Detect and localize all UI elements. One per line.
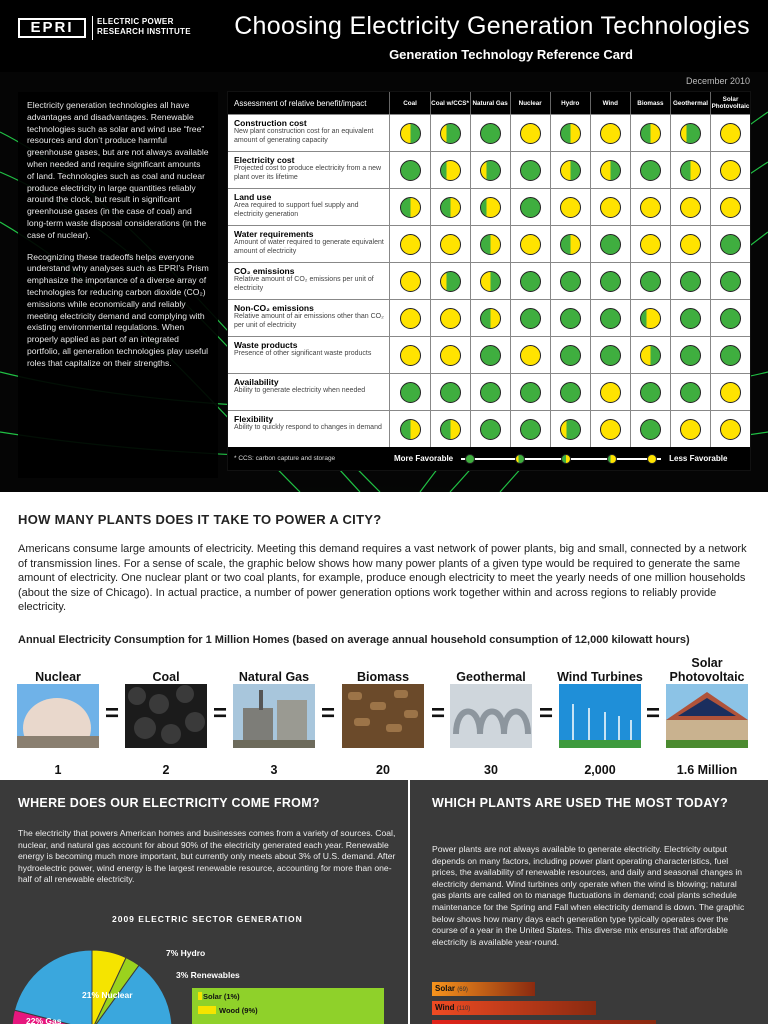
rating-dot — [600, 160, 621, 181]
rating-cell — [670, 337, 710, 373]
org-line-1: ELECTRIC POWER — [97, 17, 174, 26]
rating-cell — [590, 152, 630, 188]
matrix-row — [228, 225, 750, 262]
equals-sign: = — [430, 700, 445, 727]
rating-cell — [590, 189, 630, 225]
row-label — [228, 374, 389, 410]
nuclear-plant-photo — [17, 684, 99, 748]
rating-dot — [640, 234, 661, 255]
usage-bar-days: (110) — [456, 1006, 471, 1012]
rating-dot — [400, 197, 421, 218]
equals-sign: = — [212, 700, 227, 727]
rating-cell — [670, 226, 710, 262]
wind-turbines-photo — [559, 684, 641, 748]
rating-cell — [510, 152, 550, 188]
rating-dot — [440, 271, 461, 292]
rating-cell — [430, 337, 470, 373]
rating-dot — [440, 345, 461, 366]
rating-dot — [680, 160, 701, 181]
less-favorable-label: Less Favorable — [669, 454, 728, 463]
column-biomass: Biomass — [630, 92, 670, 114]
reference-card-banner — [0, 72, 768, 492]
rating-cell — [430, 152, 470, 188]
rating-cell — [710, 300, 750, 336]
rating-cell — [670, 300, 710, 336]
rating-cell — [510, 374, 550, 410]
rating-cell — [510, 189, 550, 225]
row-description: Projected cost to produce electricity from a new plant over its lifetime — [234, 165, 382, 181]
favorability-scale — [461, 453, 661, 465]
equals-sign: = — [320, 700, 335, 727]
rating-dot — [720, 308, 741, 329]
row-label — [228, 152, 389, 188]
rating-dot — [640, 345, 661, 366]
rating-cell — [710, 411, 750, 447]
label-renewables: 3% Renewables — [176, 970, 240, 980]
intro-paragraph-2: Recognizing these tradeoffs helps everyone understand why analyses such as EPRI’s Prism emphasize the importance of a diverse array of technologies for reducing carbon dioxide (CO₂) emissions while economically and reliably meeting electricity demand and complying with existing environmental regulations. When properly applied as part of an integrated portfolio, all generation technologies play useful roles that capitalize on their strengths. — [27, 251, 209, 368]
org-name — [97, 17, 191, 37]
org-line-2: RESEARCH INSTITUTE — [97, 27, 191, 36]
rating-cell — [550, 411, 590, 447]
rating-dot — [640, 271, 661, 292]
rating-cell — [590, 226, 630, 262]
rating-cell — [470, 263, 510, 299]
rating-dot — [600, 419, 621, 440]
rating-dot — [600, 123, 621, 144]
rating-cell — [389, 263, 429, 299]
rating-cell — [590, 115, 630, 151]
rating-dot — [400, 345, 421, 366]
rating-dot — [640, 160, 661, 181]
rating-cell — [389, 115, 429, 151]
row-description: Relative amount of CO₂ emissions per unit of electricity — [234, 276, 374, 292]
rating-dot — [720, 419, 741, 440]
rating-dot — [560, 382, 581, 403]
rating-cell — [389, 300, 429, 336]
rating-cell — [550, 300, 590, 336]
intro-paragraph-1: Electricity generation technologies all have advantages and disadvantages. Renewable technologies such as solar and wind use “free” resources and don’t produce harmful greenhouse gases, but are not always available when needed and require significant amounts of land. Technologies such as coal and nuclear produce electricity in large quantities reliably around the clock, but result in significant greenhouse gases (in the case of coal) and long-term waste disposal considerations (in the case of nuclear). — [27, 100, 209, 240]
row-title: CO₂ emissions — [234, 266, 295, 276]
rating-dot — [680, 234, 701, 255]
row-title: Flexibility — [234, 414, 274, 424]
more-favorable-label: More Favorable — [394, 454, 454, 463]
source-paragraph: The electricity that powers American homes and businesses comes from a variety of sources. Coal, nuclear, and natural gas account for about 90% of the electricity generated each year. Renewable energy is becoming much more important, but currently only meets about 3% of U.S. demand. After hydroelectric power, wind energy is the largest renewable resource, accounting for more than one-half of all renewable electricity. — [18, 828, 396, 885]
rating-dot — [640, 419, 661, 440]
rating-cell — [430, 300, 470, 336]
plant-count: 20 — [376, 763, 390, 777]
rating-cell — [510, 300, 550, 336]
matrix-row — [228, 373, 750, 410]
rating-dot — [440, 382, 461, 403]
plant-solar-pv — [664, 656, 750, 777]
plant-natural-gas — [231, 660, 317, 777]
rating-dot — [520, 271, 541, 292]
matrix-rows — [228, 114, 750, 447]
rating-cell — [590, 263, 630, 299]
rating-dot — [520, 345, 541, 366]
row-title: Non-CO₂ emissions — [234, 303, 314, 313]
rating-dot — [400, 234, 421, 255]
ccs-footnote: * CCS: carbon capture and storage — [234, 455, 336, 462]
row-description: New plant construction cost for an equivalent amount of generating capacity — [234, 128, 374, 144]
rating-cell — [670, 115, 710, 151]
rating-dot — [480, 197, 501, 218]
rating-cell — [550, 115, 590, 151]
matrix-header-label: Assessment of relative benefit/impact — [234, 99, 367, 108]
rating-dot — [720, 345, 741, 366]
generation-chart-title: 2009 ELECTRIC SECTOR GENERATION — [112, 914, 303, 924]
page-subtitle: Generation Technology Reference Card — [389, 47, 633, 62]
row-label — [228, 115, 389, 151]
rating-dot — [720, 197, 741, 218]
logo-separator — [92, 16, 93, 40]
rating-dot — [640, 382, 661, 403]
plant-coal — [123, 660, 209, 777]
rating-dot — [520, 234, 541, 255]
natural-gas-plant-photo — [233, 684, 315, 748]
usage-bar — [432, 1001, 596, 1015]
rating-cell — [630, 189, 670, 225]
rating-cell — [470, 189, 510, 225]
rating-cell — [630, 152, 670, 188]
plant-geothermal — [448, 660, 534, 777]
rating-cell — [470, 115, 510, 151]
publication-date: December 2010 — [685, 76, 750, 86]
rating-dot — [680, 271, 701, 292]
rating-cell — [510, 115, 550, 151]
column-solar-pv: Solar Photovoltaic — [710, 92, 750, 114]
matrix-row — [228, 262, 750, 299]
label-solar: Solar (1%) — [203, 992, 240, 1001]
rating-dot — [720, 123, 741, 144]
plant-count: 30 — [484, 763, 498, 777]
scale-dot-half — [561, 454, 571, 464]
rating-dot — [480, 345, 501, 366]
rating-cell — [510, 411, 550, 447]
rating-dot — [640, 308, 661, 329]
rating-cell — [470, 337, 510, 373]
rating-cell — [630, 226, 670, 262]
rating-dot — [640, 197, 661, 218]
rating-dot — [680, 308, 701, 329]
plant-count: 3 — [270, 763, 278, 777]
rating-cell — [470, 300, 510, 336]
rating-dot — [440, 419, 461, 440]
rating-dot — [480, 382, 501, 403]
column-coal-ccs: Coal w/CCS* — [430, 92, 470, 114]
usage-paragraph: Power plants are not always available to generate electricity. Electricity output depends on many factors, including power plant operating characteristics, fuel prices, the availability of renewable resources, and daily and seasonal changes in electricity demand. Wind turbines only operate when the wind is blowing; natural gas plants are called on to manage fluctuations in demand; coal plants schedule maintenance for the Spring and Fall when electricity demand is down. The graphic below shows how many days each generation type typically operates over the course of a year in the United States. This diverse mix ensures that affordable electricity is available year-round. — [432, 844, 745, 947]
plant-name: Solar Photovoltaic — [669, 656, 745, 684]
plant-name: Coal — [152, 670, 180, 684]
rating-cell — [670, 374, 710, 410]
usage-bar-label: Wind — [435, 1003, 455, 1012]
rating-dot — [600, 197, 621, 218]
row-label — [228, 226, 389, 262]
plant-name: Wind Turbines — [557, 670, 643, 684]
rating-cell — [670, 152, 710, 188]
rating-dot — [520, 382, 541, 403]
matrix-header — [228, 92, 750, 114]
rating-cell — [630, 411, 670, 447]
scale-dot-green — [465, 454, 475, 464]
column-natural-gas: Natural Gas — [470, 92, 510, 114]
plant-count: 2 — [162, 763, 170, 777]
rating-cell — [389, 189, 429, 225]
rating-cell — [710, 115, 750, 151]
rating-dot — [640, 123, 661, 144]
rating-cell — [670, 411, 710, 447]
rating-cell — [710, 226, 750, 262]
row-title: Waste products — [234, 340, 298, 350]
row-description: Ability to quickly respond to changes in demand — [234, 424, 382, 431]
rating-cell — [510, 263, 550, 299]
rating-dot — [480, 234, 501, 255]
matrix-footer — [228, 447, 750, 470]
rating-dot — [600, 271, 621, 292]
rating-dot — [560, 160, 581, 181]
plant-name: Nuclear — [35, 670, 81, 684]
matrix-row — [228, 188, 750, 225]
rating-dot — [440, 197, 461, 218]
intro-text-box — [18, 92, 218, 478]
label-gas: 22% Gas — [26, 1016, 62, 1024]
rating-cell — [630, 337, 670, 373]
rating-cell — [590, 374, 630, 410]
matrix-row — [228, 114, 750, 151]
rating-dot — [520, 419, 541, 440]
scale-dot-mostly-yellow — [607, 454, 617, 464]
rating-dot — [720, 234, 741, 255]
rating-dot — [720, 271, 741, 292]
equals-sign: = — [538, 700, 553, 727]
usage-bar-label: Solar — [435, 984, 456, 993]
rating-cell — [550, 152, 590, 188]
row-title: Construction cost — [234, 118, 307, 128]
rating-dot — [680, 419, 701, 440]
rating-dot — [720, 382, 741, 403]
rating-dot — [600, 382, 621, 403]
rating-dot — [480, 160, 501, 181]
rating-dot — [440, 160, 461, 181]
rating-dot — [400, 271, 421, 292]
row-label — [228, 263, 389, 299]
rating-dot — [400, 382, 421, 403]
rating-dot — [400, 123, 421, 144]
rating-cell — [590, 337, 630, 373]
rating-dot — [520, 308, 541, 329]
rating-cell — [430, 374, 470, 410]
plants-subheading: Annual Electricity Consumption for 1 Million Homes (based on average annual household consumption of 12,000 kilowatt hours) — [18, 634, 690, 646]
rating-cell — [630, 115, 670, 151]
rating-cell — [550, 189, 590, 225]
rating-cell — [430, 411, 470, 447]
rating-dot — [600, 234, 621, 255]
plant-name: Biomass — [356, 670, 410, 684]
rating-cell — [470, 374, 510, 410]
rating-cell — [430, 189, 470, 225]
rating-dot — [400, 419, 421, 440]
page-title: Choosing Electricity Generation Technologies — [234, 12, 750, 40]
rating-dot — [440, 234, 461, 255]
row-description: Ability to generate electricity when needed — [234, 387, 366, 394]
rating-dot — [440, 123, 461, 144]
section-divider — [408, 780, 410, 1024]
usage-bar-days: (69) — [457, 987, 468, 993]
rating-dot — [400, 160, 421, 181]
solar-panels-photo — [666, 684, 748, 748]
rating-dot — [520, 160, 541, 181]
scale-dot-yellow — [647, 454, 657, 464]
row-title: Water requirements — [234, 229, 314, 239]
rating-cell — [430, 226, 470, 262]
rating-cell — [710, 189, 750, 225]
rating-dot — [560, 271, 581, 292]
column-coal: Coal — [389, 92, 429, 114]
solar-swatch — [198, 992, 202, 1000]
row-title: Electricity cost — [234, 155, 295, 165]
rating-cell — [430, 115, 470, 151]
rating-cell — [550, 337, 590, 373]
plant-count: 2,000 — [584, 763, 616, 777]
generation-pie-chart — [0, 930, 408, 1024]
rating-cell — [510, 337, 550, 373]
usage-heading: WHICH PLANTS ARE USED THE MOST TODAY? — [432, 796, 729, 810]
rating-cell — [470, 152, 510, 188]
header — [0, 0, 768, 72]
plants-heading: HOW MANY PLANTS DOES IT TAKE TO POWER A CITY? — [18, 512, 382, 527]
rating-dot — [480, 271, 501, 292]
rating-cell — [430, 263, 470, 299]
rating-cell — [550, 226, 590, 262]
label-wood: Wood (9%) — [219, 1006, 258, 1015]
row-label — [228, 189, 389, 225]
epri-logo: EPRI — [18, 18, 86, 38]
row-label — [228, 411, 389, 447]
scale-dot-mostly-green — [515, 454, 525, 464]
rating-dot — [680, 382, 701, 403]
rating-cell — [710, 337, 750, 373]
rating-cell — [710, 374, 750, 410]
matrix-row — [228, 151, 750, 188]
pie-slice-nuclear — [15, 950, 92, 1024]
column-wind: Wind — [590, 92, 630, 114]
usage-bar — [432, 982, 535, 996]
coal-photo — [125, 684, 207, 748]
row-description: Area required to support fuel supply and electricity generation — [234, 202, 359, 218]
rating-cell — [470, 226, 510, 262]
rating-dot — [720, 160, 741, 181]
rating-cell — [470, 411, 510, 447]
rating-dot — [560, 234, 581, 255]
rating-cell — [389, 152, 429, 188]
rating-dot — [560, 419, 581, 440]
rating-dot — [440, 308, 461, 329]
rating-cell — [590, 300, 630, 336]
rating-dot — [560, 345, 581, 366]
usage-bar — [432, 1020, 656, 1024]
rating-cell — [630, 263, 670, 299]
rating-dot — [680, 345, 701, 366]
biomass-photo — [342, 684, 424, 748]
rating-dot — [480, 123, 501, 144]
rating-cell — [590, 411, 630, 447]
rating-dot — [480, 419, 501, 440]
row-label — [228, 337, 389, 373]
rating-cell — [630, 374, 670, 410]
source-heading: WHERE DOES OUR ELECTRICITY COME FROM? — [18, 796, 320, 810]
rating-cell — [630, 300, 670, 336]
row-title: Land use — [234, 192, 272, 202]
rating-dot — [600, 308, 621, 329]
rating-dot — [560, 123, 581, 144]
geothermal-plant-photo — [450, 684, 532, 748]
rating-cell — [710, 263, 750, 299]
row-description: Amount of water required to generate equivalent amount of electricity — [234, 239, 384, 255]
rating-cell — [670, 263, 710, 299]
rating-cell — [510, 226, 550, 262]
rating-dot — [520, 123, 541, 144]
column-geothermal: Geothermal — [670, 92, 710, 114]
plant-name: Geothermal — [456, 670, 526, 684]
label-nuclear: 21% Nuclear — [82, 990, 133, 1000]
plant-biomass — [340, 660, 426, 777]
plant-name: Natural Gas — [238, 670, 310, 684]
rating-cell — [550, 374, 590, 410]
row-description: Presence of other significant waste products — [234, 350, 372, 357]
equals-sign: = — [645, 700, 660, 727]
rating-dot — [560, 197, 581, 218]
rating-dot — [520, 197, 541, 218]
row-title: Availability — [234, 377, 279, 387]
plant-wind-turbines — [557, 660, 643, 777]
plant-count: 1.6 Million — [676, 763, 738, 777]
rating-dot — [480, 308, 501, 329]
rating-cell — [389, 374, 429, 410]
row-label — [228, 300, 389, 336]
rating-cell — [389, 411, 429, 447]
rating-cell — [389, 226, 429, 262]
row-description: Relative amount of air emissions other than CO₂ per unit of electricity — [234, 313, 384, 329]
rating-dot — [560, 308, 581, 329]
rating-cell — [670, 189, 710, 225]
rating-dot — [400, 308, 421, 329]
column-hydro: Hydro — [550, 92, 590, 114]
plants-paragraph: Americans consume large amounts of electricity. Meeting this demand requires a vast network of power plants, big and small, connected by a network of transmission lines. For a sense of scale, the graphic below shows how many power plants of a given type would be required to generate the same amount of electricity. One nuclear plant or two coal plants, for example, produce enough electricity to meet the yearly needs of one million households (about the size of Chicago). In actual practice, a number of power generation options work together within and across regions to reliably provide electricity. — [18, 543, 747, 613]
rating-dot — [680, 197, 701, 218]
plant-count: 1 — [54, 763, 62, 777]
assessment-matrix — [227, 91, 751, 471]
plant-nuclear — [15, 660, 101, 777]
rating-cell — [389, 337, 429, 373]
rating-cell — [710, 152, 750, 188]
matrix-row — [228, 299, 750, 336]
column-nuclear: Nuclear — [510, 92, 550, 114]
rating-dot — [680, 123, 701, 144]
equals-sign: = — [104, 700, 119, 727]
label-hydro: 7% Hydro — [166, 948, 206, 958]
wood-swatch — [198, 1006, 216, 1014]
matrix-row — [228, 410, 750, 447]
rating-cell — [550, 263, 590, 299]
matrix-row — [228, 336, 750, 373]
rating-dot — [600, 345, 621, 366]
